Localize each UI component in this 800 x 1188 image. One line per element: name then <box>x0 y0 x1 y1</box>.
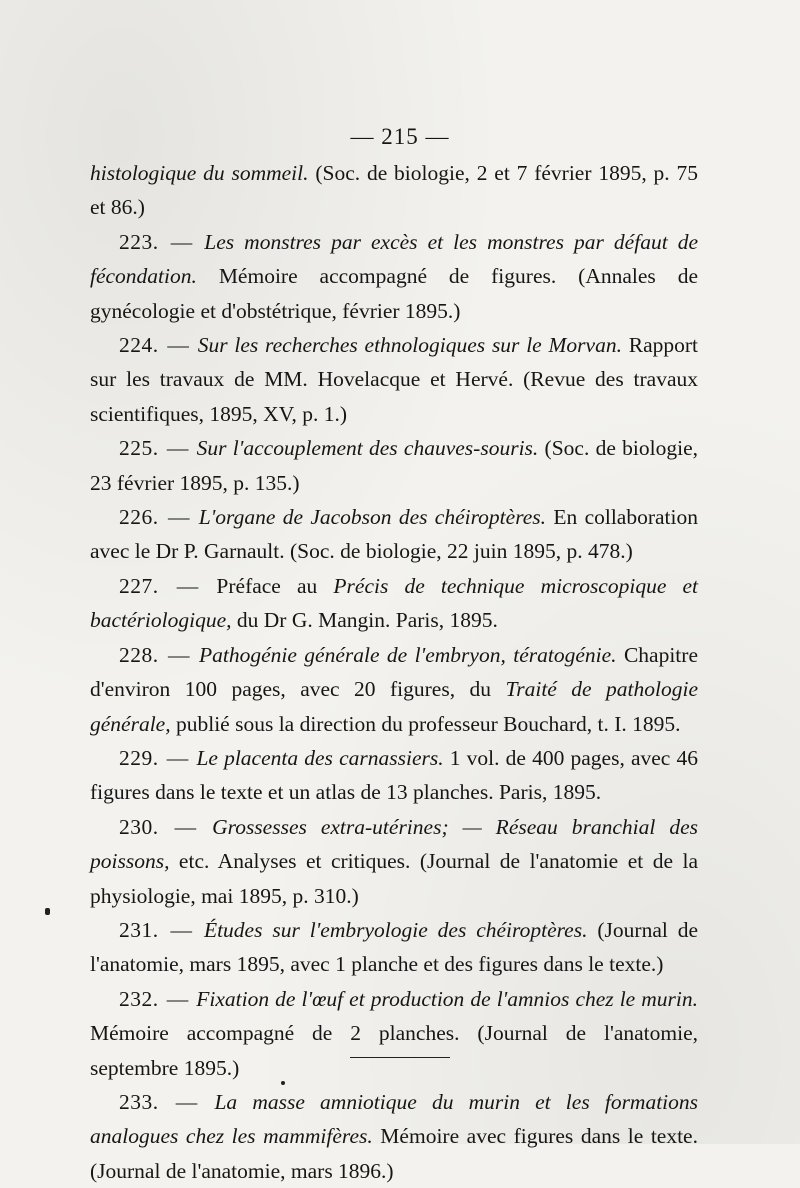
entry-232 <box>90 982 698 1085</box>
entry-number: 233. <box>119 1089 159 1114</box>
entry-text: Mémoire accompagné de figures. (Annales de gynécologie et d'obstétrique, février 1895.) <box>90 264 698 323</box>
entry-title: Le placenta des carnassiers. <box>196 745 444 770</box>
entry-number: 228. <box>119 642 159 667</box>
entry-227 <box>90 569 698 638</box>
entry-title: Sur les recherches ethnologiques sur le Morvan. <box>197 333 622 358</box>
entry-number: 225. <box>119 436 159 461</box>
entry-title: Grossesses extra-utérines; — Réseau branchial des poissons, <box>90 814 699 874</box>
entry-number: 223. <box>119 229 159 254</box>
entry-225 <box>90 431 698 500</box>
entry-number: 229. <box>119 745 159 770</box>
entry-228 <box>90 638 698 741</box>
entry-title: L'organe de Jacobson des chéiroptères. <box>198 505 547 530</box>
entry-dash: — <box>166 986 189 1011</box>
entry-text: Chapitre d'environ 100 pages, avec 20 figures, du <box>90 642 698 702</box>
entry-dash: — <box>175 1089 198 1114</box>
entry-dash: — <box>166 436 189 461</box>
entry-title: histologique du sommeil. <box>90 161 309 185</box>
entry-dash: — <box>167 505 190 530</box>
entry-number: 232. <box>119 986 159 1011</box>
entry-number: 230. <box>119 814 159 839</box>
entry-text: 1 vol. de 400 pages, avec 46 figures dans le texte et un atlas de 13 planches. Paris, 1895. <box>90 745 699 805</box>
entry-title: Précis de technique microscopique et bactériologique, <box>90 573 699 633</box>
entry-title: Sur l'accouplement des chauves-souris. <box>196 436 539 461</box>
entry-number: 226. <box>119 505 159 530</box>
entry-number: 231. <box>119 917 159 942</box>
entry-number: 224. <box>119 333 159 358</box>
entry-title: Les monstres par excès et les monstres par défaut de fécondation. <box>90 229 699 289</box>
entry-title: Études sur l'embryologie des chéiroptères. <box>203 917 588 942</box>
entry-226 <box>90 500 698 569</box>
ink-speck <box>45 908 50 915</box>
entry-dash: — <box>167 333 189 358</box>
entry-number: 227. <box>119 573 159 598</box>
entry-text-secondary: publié sous la direction du professeur Bouchard, t. I. 1895. <box>170 711 681 736</box>
entry-text: du Dr G. Mangin. Paris, 1895. <box>231 608 498 633</box>
entry-233 <box>90 1085 698 1188</box>
end-rule <box>350 1057 450 1058</box>
entry-dash: — <box>176 573 199 598</box>
entry-224 <box>90 328 698 431</box>
entry-text: etc. Analyses et critiques. (Journal de l'anatomie et de la physiologie, mai 1895, p. 310.) <box>90 849 698 908</box>
bibliography-list <box>90 156 698 1188</box>
entry-title: La masse amniotique du murin et les formations analogues chez les mammifères. <box>90 1089 699 1149</box>
entry-text: (Journal de l'anatomie, mars 1895, avec 1 planche et des figures dans le texte.) <box>90 917 699 977</box>
entry-dash: — <box>174 814 197 839</box>
entry-title-secondary: Traité de pathologie générale, <box>90 677 698 736</box>
entry-text: (Soc. de biologie, 2 et 7 février 1895, p. 75 et 86.) <box>90 161 698 220</box>
entry-223 <box>90 225 698 328</box>
entry-230 <box>90 810 698 913</box>
entry-text: Mémoire avec figures dans le texte. (Journal de l'anatomie, mars 1896.) <box>90 1124 698 1183</box>
entry-text: (Soc. de biologie, 23 février 1895, p. 135.) <box>90 436 698 495</box>
entry-dash: — <box>168 642 190 667</box>
entry-229 <box>90 741 698 810</box>
entry-title: Fixation de l'œuf et production de l'amnios chez le murin. <box>196 986 699 1011</box>
entry-continued <box>90 156 698 225</box>
entry-dash: — <box>170 229 193 254</box>
entry-text: Mémoire accompagné de 2 planches. (Journal de l'anatomie, septembre 1895.) <box>90 1021 698 1080</box>
entry-dash: — <box>166 745 189 770</box>
entry-prefix: Préface au <box>216 573 334 598</box>
entry-text: Rapport sur les travaux de MM. Hovelacque et Hervé. (Revue des travaux scientifiques, 1895, XV, p. 1.) <box>90 333 699 426</box>
entry-text: En collaboration avec le Dr P. Garnault. (Soc. de biologie, 22 juin 1895, p. 478.) <box>90 505 698 564</box>
entry-231 <box>90 913 698 982</box>
entry-title: Pathogénie générale de l'embryon, tératogénie. <box>198 642 617 667</box>
ink-speck <box>281 1081 285 1085</box>
entry-dash: — <box>170 917 193 942</box>
page-number: — 215 — <box>350 124 450 149</box>
